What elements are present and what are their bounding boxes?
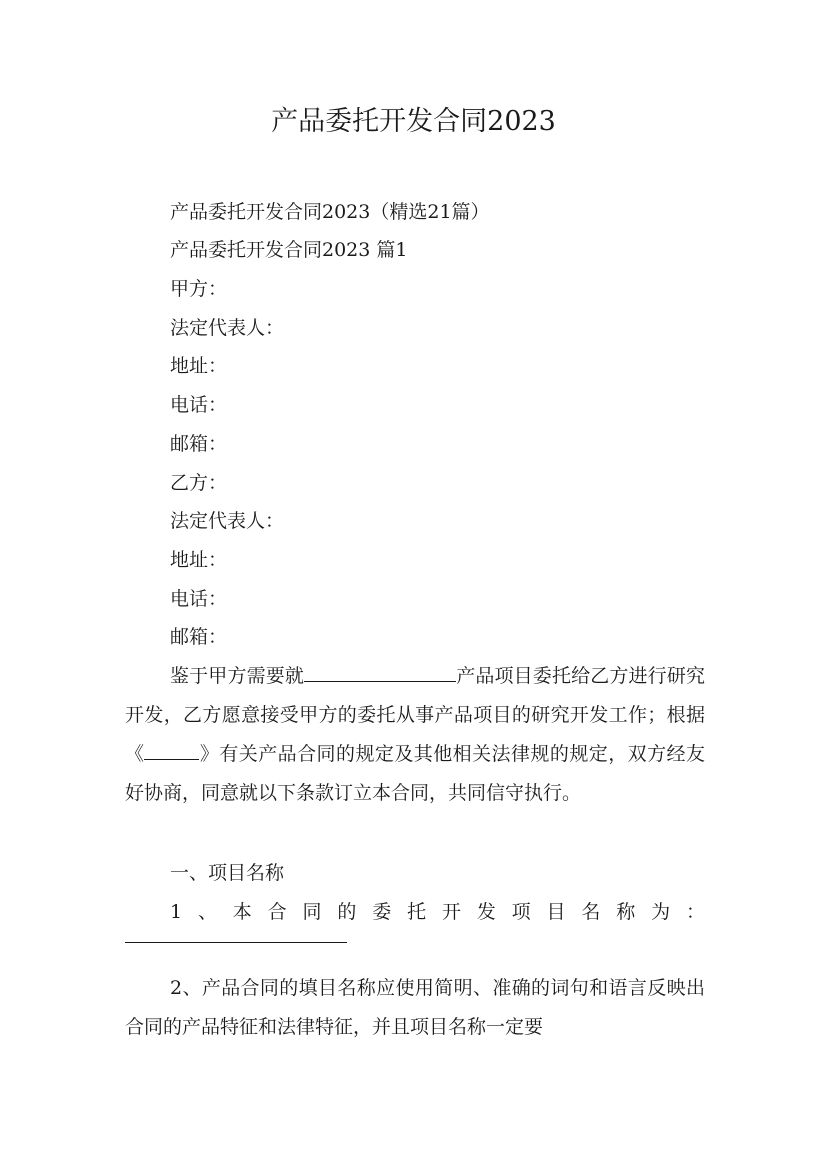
clause-1-char: 、 [197, 901, 217, 923]
clause-1-char: 为 [651, 901, 671, 923]
preamble-text-3: 》有关产品合同的规定及其他相关法律规的规定，双方经友好协商，同意就以下条款订立本合同，共同信守执行。 [125, 743, 705, 804]
clause-1-line [125, 893, 705, 931]
party-a-address: 地址： [170, 355, 228, 377]
clause-1-char: 项 [511, 901, 531, 923]
clause-1-char: 开 [441, 901, 461, 923]
clause-1-char: 称 [616, 901, 636, 923]
party-a-label: 甲方： [170, 278, 228, 300]
party-b-email: 邮箱： [170, 626, 228, 648]
preamble-text-2: 产品项目委托给乙方进行研究开发，乙方愿意接受甲方的委托从事产品项目的研究开发工作；根据《 [125, 665, 705, 765]
clause-1-char: 目 [546, 901, 566, 923]
clause-1-char: ： [685, 901, 705, 923]
section-heading: 产品委托开发合同2023 篇1 [170, 239, 408, 261]
party-b-phone: 电话： [170, 588, 228, 610]
clause-1-char: 的 [337, 901, 357, 923]
clause-2-paragraph: 2、产品合同的填目名称应使用简明、准确的词句和语言反映出合同的产品特征和法律特征，并且项目名称一定要 [125, 977, 705, 1038]
law-name-blank [144, 739, 199, 760]
clause-1-char: 同 [302, 901, 322, 923]
party-a-rep: 法定代表人： [170, 317, 285, 339]
party-b-address: 地址： [170, 549, 228, 571]
party-b-rep: 法定代表人： [170, 510, 285, 532]
clause-1-char: 名 [581, 901, 601, 923]
party-a-email: 邮箱： [170, 433, 228, 455]
party-b-label: 乙方： [170, 472, 228, 494]
preamble-paragraph [125, 657, 705, 813]
project-name-blank [125, 942, 347, 943]
clause-1-char: 本 [232, 901, 252, 923]
project-blank [304, 661, 456, 682]
article-1-heading: 一、项目名称 [170, 862, 285, 884]
party-a-phone: 电话： [170, 394, 228, 416]
clause-1-char: 托 [407, 901, 427, 923]
preamble-text-1: 鉴于甲方需要就 [170, 665, 305, 687]
document-title: 产品委托开发合同2023 [271, 106, 556, 137]
clause-1-char: 委 [372, 901, 392, 923]
document-subtitle: 产品委托开发合同2023（精选21篇） [170, 201, 490, 223]
clause-1-char: 1 [170, 901, 183, 923]
clause-1-char: 发 [476, 901, 496, 923]
clause-1-char: 合 [267, 901, 287, 923]
